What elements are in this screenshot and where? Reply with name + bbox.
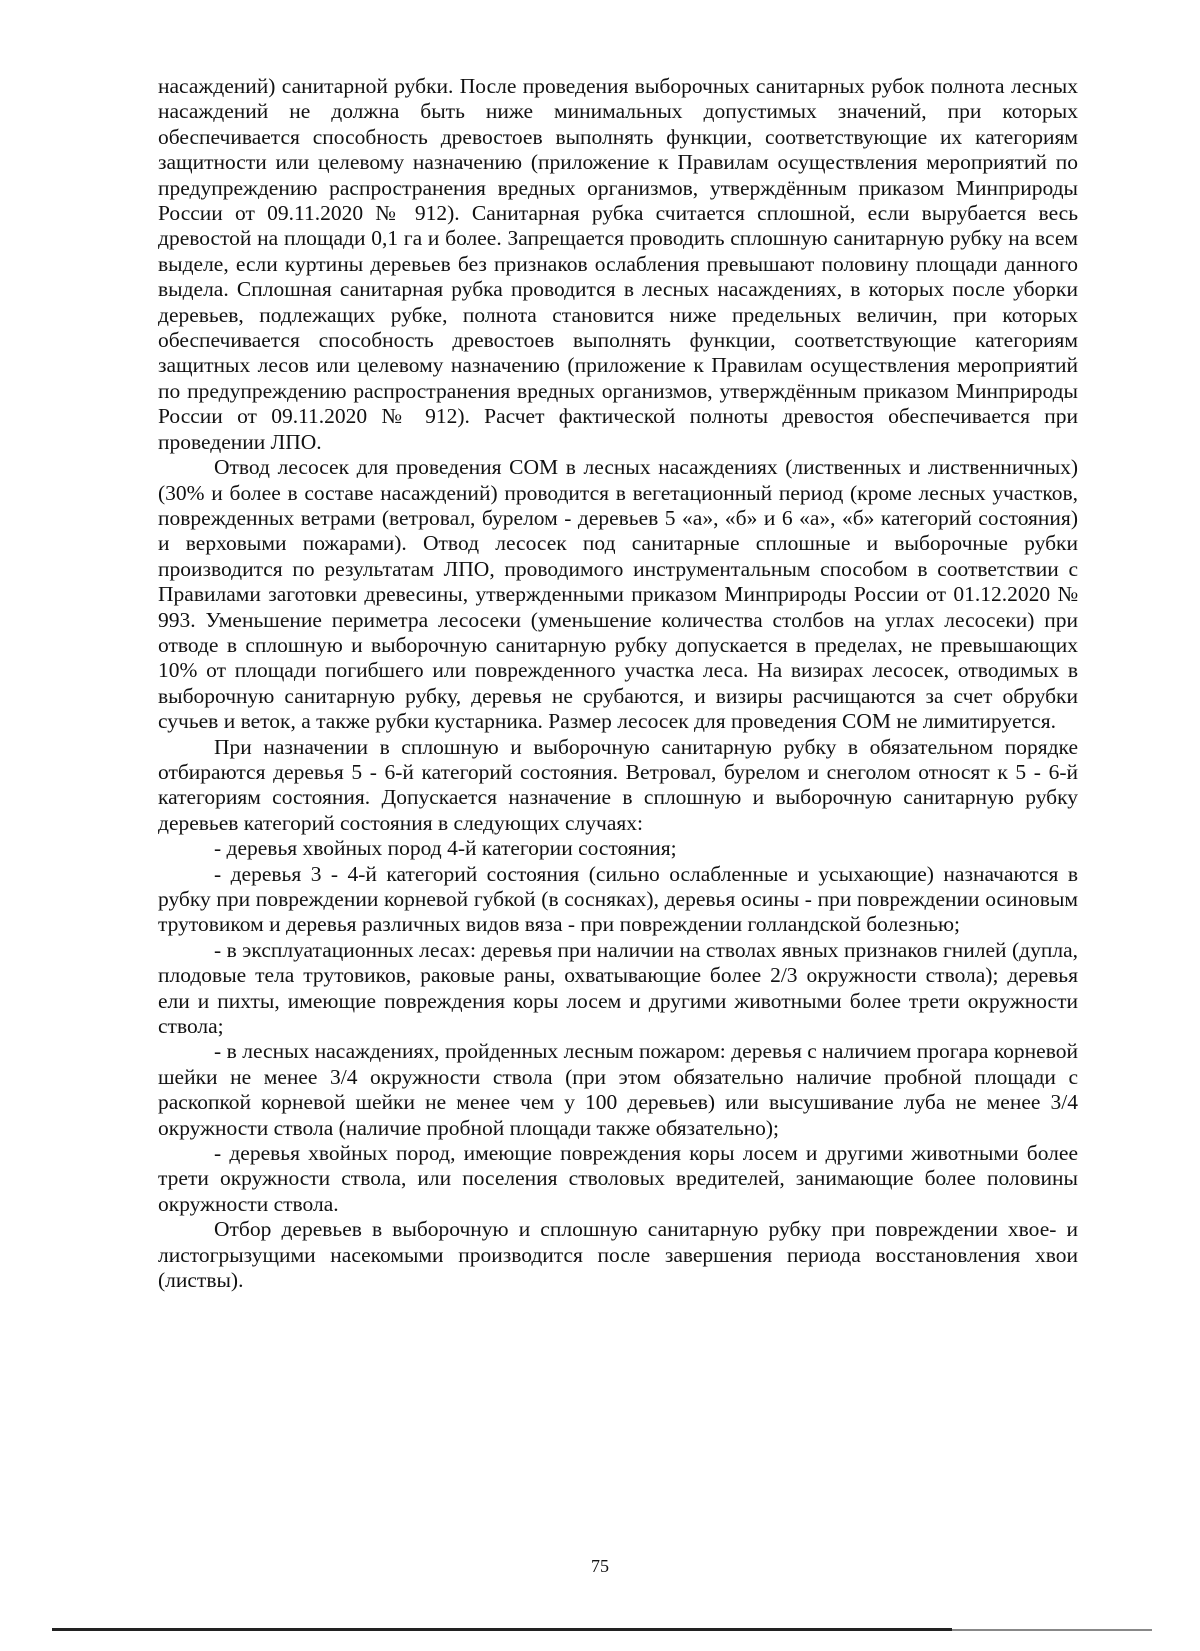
paragraph-continuation: насаждений) санитарной рубки. После проведения выборочных санитарных рубок полнота лесных насаждений не должна быть ниже минимальных допустимых значений, при которых обеспечивается способность древостоев выполнять функции, соответствующие их категориям защитности или целевому назначению (приложение к Правилам осуществления мероприятий по предупреждению распространения вредных организмов, утверждённым приказом Минприроды России от 09.11.2020 № 912). Санитарная рубка считается сплошной, если вырубается весь древостой на площади 0,1 га и более. Запрещается проводить сплошную санитарную рубку на всем выделе, если куртины деревьев без признаков ослабления превышают половину площади данного выдела. Сплошная санитарная рубка проводится в лесных насаждениях, в которых после уборки деревьев, подлежащих рубке, полнота становится ниже предельных величин, при которых обеспечивается способность древостоев выполнять функции, соответствующие категориям защитных лесов или целевому назначению (приложение к Правилам осуществления мероприятий по предупреждению распространения вредных организмов, утверждённым приказом Минприроды России от 09.11.2020 № 912). Расчет фактической полноты древостоя обеспечивается при проведении ЛПО. (158, 74, 1078, 454)
paragraph-allotment: Отвод лесосек для проведения СОМ в лесных насаждениях (лиственных и лиственничных) (30% и более в составе насаждений) проводится в вегетационный период (кроме лесных участков, поврежденных ветрами (ветровал, бурелом - деревьев 5 «а», «б» и 6 «а», «б» категорий состояния) и верховыми пожарами). Отвод лесосек под санитарные сплошные и выборочные рубки производится по результатам ЛПО, проводимого инструментальным способом в соответствии с Правилами заготовки древесины, утвержденными приказом Минприроды России от 01.12.2020 № 993. Уменьшение периметра лесосеки (уменьшение количества столбов на углах лесосеки) при отводе в сплошную и выборочную санитарную рубку допускается в пределах, не превышающих 10% от площади погибшего или поврежденного участка леса. На визирах лесосек, отводимых в выборочную санитарную рубку, деревья не срубаются, и визиры расчищаются за счет обрубки сучьев и веток, а также рубки кустарника. Размер лесосек для проведения СОМ не лимитируется. (158, 455, 1078, 734)
list-item: - деревья хвойных пород 4-й категории состояния; (214, 836, 677, 861)
bottom-scan-rule-faint (952, 1629, 1152, 1631)
list-item: - деревья хвойных пород, имеющие повреждения коры лосем и другими животными более трети окружности ствола, или поселения стволовых вредителей, занимающие более половины окружности ствола. (158, 1141, 1078, 1216)
bottom-scan-rule (52, 1628, 952, 1631)
paragraph-assignment: При назначении в сплошную и выборочную санитарную рубку в обязательном порядке отбираются деревья 5 - 6-й категорий состояния. Ветровал, бурелом и снеголом относят к 5 - 6-й категориям состояния. Допускается назначение в сплошную и выборочную санитарную рубку деревьев категорий состояния в следующих случаях: (158, 734, 1078, 835)
paragraph-selection: Отбор деревьев в выборочную и сплошную санитарную рубку при повреждении хвое- и листогрызущими насекомыми производится после завершения периода восстановления хвои (листвы). (158, 1217, 1078, 1293)
list-item: - в эксплуатационных лесах: деревья при наличии на стволах явных признаков гнилей (дупла, плодовые тела трутовиков, раковые раны, охватывающие более 2/3 окружности ствола); деревья ели и пихты, имеющие повреждения коры лосем и другими животными более трети окружности ствола; (158, 937, 1078, 1039)
list-item: - деревья 3 - 4-й категорий состояния (сильно ослабленные и усыхающие) назначаются в рубку при повреждении корневой губкой (в сосняках), деревья осины - при повреждении осиновым трутовиком и деревья различных видов вяза - при повреждении голландской болезнью; (158, 861, 1078, 937)
page-number: 75 (591, 1556, 609, 1576)
document-body (158, 74, 1078, 1294)
list-item: - в лесных насаждениях, пройденных лесным пожаром: деревья с наличием прогара корневой шейки не менее 3/4 окружности ствола (при этом обязательно наличие пробной площади с раскопкой корневой шейки не менее чем у 100 деревьев) или высушивание луба не менее 3/4 окружности ствола (наличие пробной площади также обязательно); (158, 1039, 1078, 1140)
